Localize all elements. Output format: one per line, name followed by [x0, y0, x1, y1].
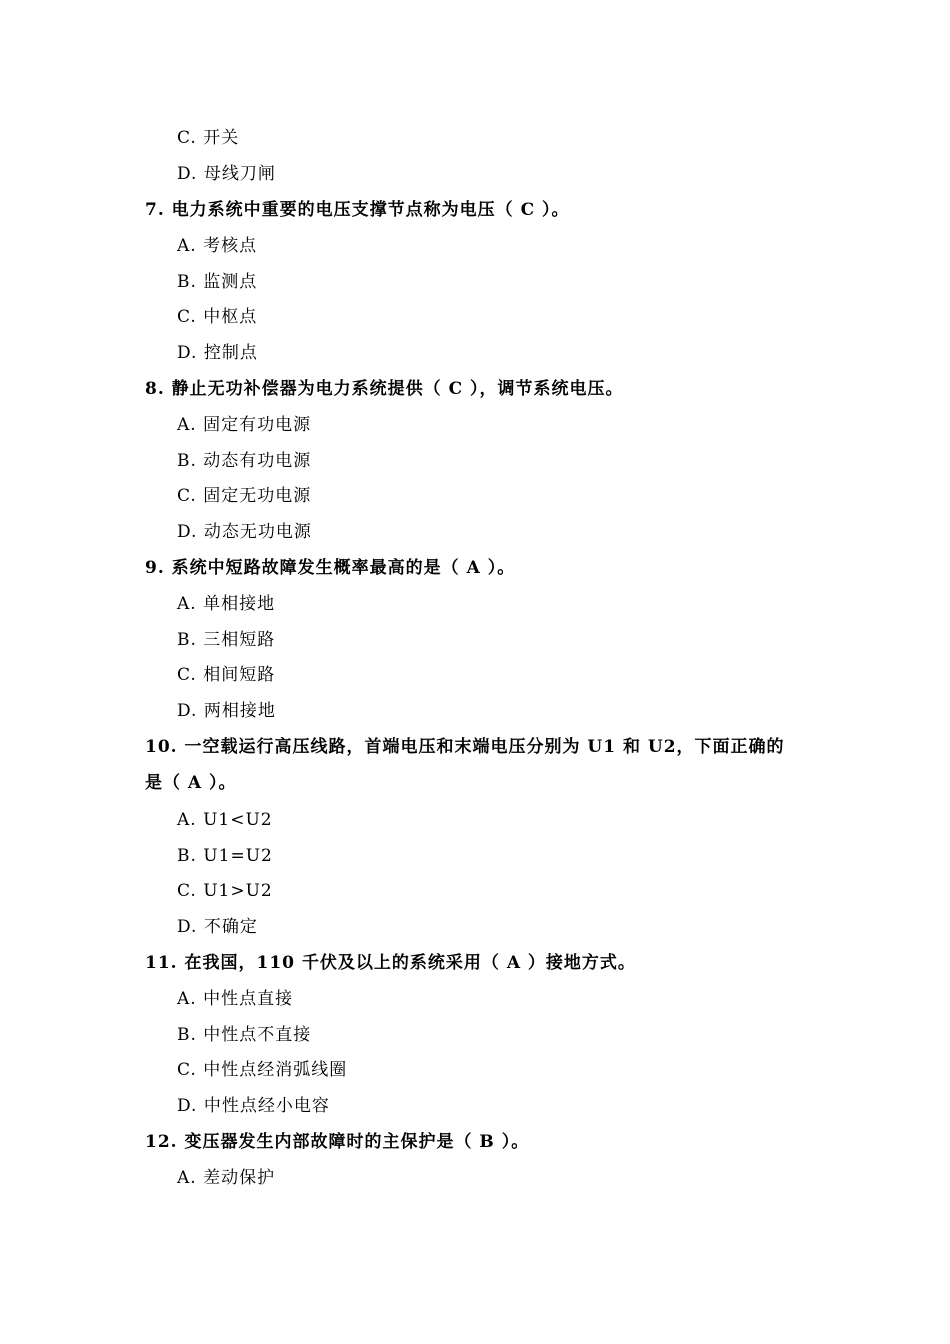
option-b: B. U1=U2 — [177, 846, 273, 866]
question-10: 10. 一空载运行高压线路，首端电压和末端电压分别为 U1 和 U2，下面正确的 — [145, 737, 785, 757]
option-a: A. 单相接地 — [177, 594, 276, 614]
option-b: B. 动态有功电源 — [177, 451, 312, 471]
question-8: 8. 静止无功补偿器为电力系统提供（ C ），调节系统电压。 — [145, 379, 624, 399]
question-7: 7. 电力系统中重要的电压支撑节点称为电压（ C ）。 — [145, 200, 570, 220]
option-d: D. 不确定 — [177, 917, 258, 937]
option-c: C. 固定无功电源 — [177, 486, 312, 506]
option-d: D. 动态无功电源 — [177, 522, 312, 542]
option-d: D. 母线刀闸 — [177, 164, 276, 184]
option-b: B. 三相短路 — [177, 630, 276, 650]
option-c: C. 开关 — [177, 128, 240, 148]
question-11: 11. 在我国，110 千伏及以上的系统采用（ A ）接地方式。 — [145, 953, 636, 973]
option-b: B. 监测点 — [177, 272, 258, 292]
option-c: C. 相间短路 — [177, 665, 276, 685]
option-a: A. 固定有功电源 — [177, 415, 312, 435]
option-b: B. 中性点不直接 — [177, 1025, 312, 1045]
option-c: C. 中枢点 — [177, 307, 258, 327]
option-d: D. 控制点 — [177, 343, 258, 363]
option-a: A. 中性点直接 — [177, 989, 294, 1009]
question-10-continued: 是（ A ）。 — [145, 773, 237, 793]
question-9: 9. 系统中短路故障发生概率最高的是（ A ）。 — [145, 558, 516, 578]
option-c: C. U1>U2 — [177, 881, 273, 901]
question-12: 12. 变压器发生内部故障时的主保护是（ B ）。 — [145, 1132, 530, 1152]
option-c: C. 中性点经消弧线圈 — [177, 1060, 348, 1080]
option-a: A. 考核点 — [177, 236, 258, 256]
option-a: A. U1<U2 — [177, 810, 273, 830]
option-d: D. 中性点经小电容 — [177, 1096, 330, 1116]
option-a: A. 差动保护 — [177, 1168, 276, 1188]
option-d: D. 两相接地 — [177, 701, 276, 721]
